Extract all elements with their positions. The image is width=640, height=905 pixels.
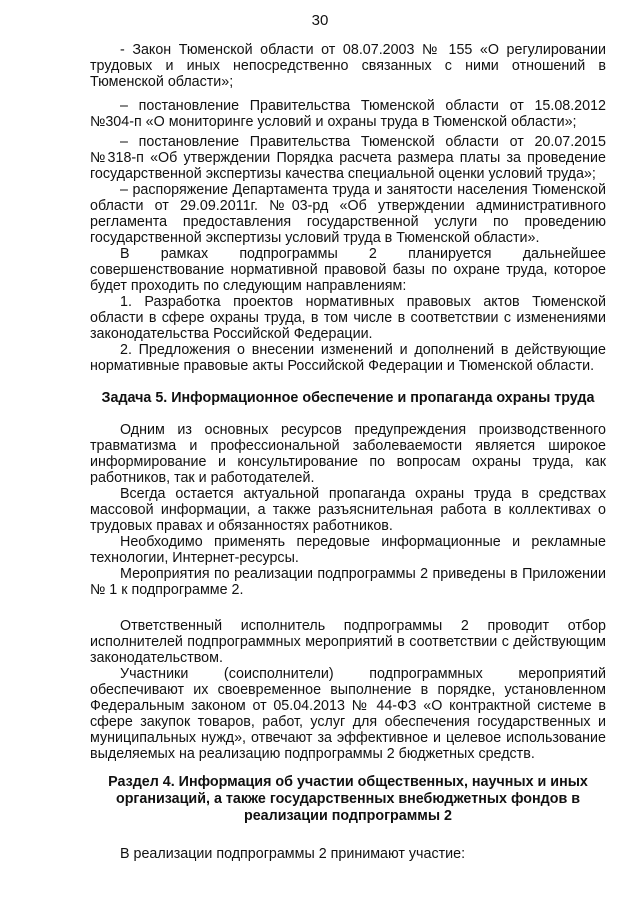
paragraph-technologies: Необходимо применять передовые информационные и рекламные технологии, Интернет-ресурсы. bbox=[90, 534, 606, 566]
paragraph-responsible-executor: Ответственный исполнитель подпрограммы 2 проводит отбор исполнителей подпрограммных мероприятий в соответствии с действующим законодательством. bbox=[90, 618, 606, 666]
paragraph-order-03rd: – распоряжение Департамента труда и занятости населения Тюменской области от 29.09.2011г. №03-рд «Об утверждении административного регламента предоставления государственной услуги по проведению государственной экспертизы условий труда в Тюменской области». bbox=[90, 182, 606, 246]
page-number: 30 bbox=[311, 12, 329, 29]
paragraph-decree-304: – постановление Правительства Тюменской области от 15.08.2012 №304-п «О мониторинге условий и охраны труда в Тюменской области»; bbox=[90, 98, 606, 130]
paragraph-direction-2: 2. Предложения о внесении изменений и дополнений в действующие нормативные правовые акты Российской Федерации и Тюменской области. bbox=[90, 342, 606, 374]
heading-section-4: Раздел 4. Информация об участии общественных, научных и иных организаций, а также государственных внебюджетных фондов в реализации подпрограммы 2 bbox=[108, 774, 588, 824]
paragraph-information-resources: Одним из основных ресурсов предупреждения производственного травматизма и профессиональной заболеваемости является широкое информирование и консультирование по вопросам охраны труда, как работников, так и работодателей. bbox=[90, 422, 606, 486]
paragraph-subprogram-plans: В рамках подпрограммы 2 планируется дальнейшее совершенствование нормативной правовой базы по охране труда, которое будет проходить по следующим направлениям: bbox=[90, 246, 606, 294]
paragraph-law-155: - Закон Тюменской области от 08.07.2003 № 155 «О регулировании трудовых и иных непосредственно связанных с ними отношений в Тюменской области»; bbox=[90, 42, 606, 90]
paragraph-participants: Участники (соисполнители) подпрограммных мероприятий обеспечивают их своевременное выполнение в порядке, установленном Федеральным законом от 05.04.2013 № 44-ФЗ «О контрактной системе в сфере закупок товаров, работ, услуг для обеспечения государственных и муниципальных нужд», отвечают за эффективное и целевое использование выделяемых на реализацию подпрограммы 2 бюджетных средств. bbox=[90, 666, 606, 762]
paragraph-decree-318: – постановление Правительства Тюменской области от 20.07.2015 №318-п «Об утверждении Порядка расчета размера платы за проведение государственной экспертизы качества специальной оценки условий труда»; bbox=[90, 134, 606, 182]
paragraph-appendix-reference: Мероприятия по реализации подпрограммы 2 приведены в Приложении № 1 к подпрограмме 2. bbox=[90, 566, 606, 598]
paragraph-participation-intro: В реализации подпрограммы 2 принимают участие: bbox=[120, 846, 466, 862]
paragraph-direction-1: 1. Разработка проектов нормативных правовых актов Тюменской области в сфере охраны труда, в том числе в соответствии с изменениями законодательства Российской Федерации. bbox=[90, 294, 606, 342]
heading-task-5: Задача 5. Информационное обеспечение и пропаганда охраны труда bbox=[101, 390, 595, 406]
paragraph-propaganda: Всегда остается актуальной пропаганда охраны труда в средствах массовой информации, а также разъяснительная работа в коллективах о трудовых правах и обязанностях работников. bbox=[90, 486, 606, 534]
